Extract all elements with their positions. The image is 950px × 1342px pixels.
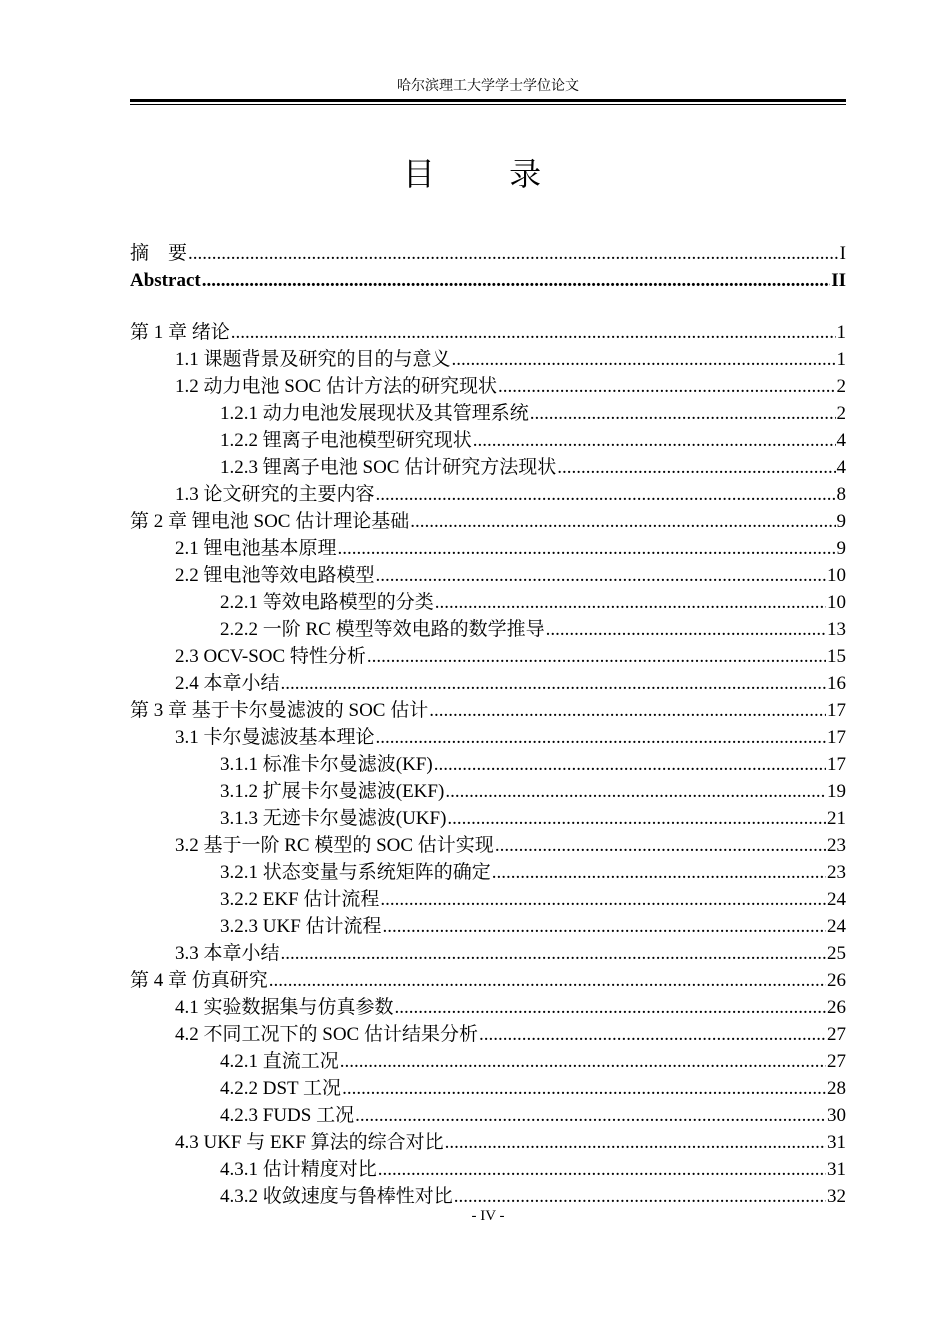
toc-entry-label: 第 4 章 仿真研究 (130, 970, 268, 991)
toc-entry-label: 第 1 章 绪论 (130, 322, 230, 343)
dot-leader (367, 643, 826, 670)
toc-entry[interactable] (130, 751, 846, 778)
toc-entry[interactable] (130, 562, 846, 589)
toc-entry-page: 2 (836, 403, 846, 424)
toc-entry[interactable] (130, 967, 846, 994)
dot-leader (281, 670, 826, 697)
dot-leader (340, 1048, 826, 1075)
toc-entry-page: 10 (827, 592, 846, 613)
dot-leader (452, 346, 836, 373)
toc-entry-page: 1 (836, 349, 846, 370)
toc-entry-label: Abstract (130, 270, 201, 291)
dot-leader (429, 697, 826, 724)
toc-entry[interactable] (130, 1102, 846, 1129)
toc-entry-page: 4 (836, 430, 846, 451)
toc-entry-page: 23 (827, 862, 846, 883)
dot-leader (410, 508, 835, 535)
toc-entry[interactable] (130, 589, 846, 616)
toc-entry-label: 4.2.3 FUDS 工况 (220, 1105, 355, 1126)
dot-leader (269, 967, 826, 994)
toc-entry-page: 31 (827, 1159, 846, 1180)
toc-entry[interactable] (130, 994, 846, 1021)
toc-entry[interactable] (130, 1129, 846, 1156)
toc-entry-page: II (831, 270, 846, 291)
toc-entry-label: 1.2.1 动力电池发展现状及其管理系统 (220, 403, 529, 424)
toc-entry-label: 1.1 课题背景及研究的目的与意义 (175, 349, 451, 370)
toc-entry-page: 26 (827, 997, 846, 1018)
toc-entry[interactable] (130, 1183, 846, 1210)
toc-entry-label: 1.2.2 锂离子电池模型研究现状 (220, 430, 472, 451)
toc-entry[interactable] (130, 373, 846, 400)
toc-entry-label: 2.1 锂电池基本原理 (175, 538, 337, 559)
toc-entry-page: 19 (827, 781, 846, 802)
toc-entry[interactable] (130, 778, 846, 805)
toc-entry-label: 1.3 论文研究的主要内容 (175, 484, 375, 505)
toc-entry-page: 24 (827, 889, 846, 910)
toc-entry[interactable] (130, 481, 846, 508)
toc-entry-page: 26 (827, 970, 846, 991)
toc-entry[interactable] (130, 535, 846, 562)
dot-leader (473, 427, 836, 454)
dot-leader (498, 373, 836, 400)
toc-entry[interactable] (130, 886, 846, 913)
toc-entry-page: 28 (827, 1078, 846, 1099)
toc-entry[interactable] (130, 697, 846, 724)
toc-entry[interactable] (130, 454, 846, 481)
toc-entry-page: 25 (827, 943, 846, 964)
toc-entry[interactable] (130, 427, 846, 454)
dot-leader (338, 535, 836, 562)
dot-leader (495, 832, 826, 859)
toc-entry-label: 2.2.2 一阶 RC 模型等效电路的数学推导 (220, 619, 545, 640)
toc-entry-label: 1.2.3 锂离子电池 SOC 估计研究方法现状 (220, 457, 557, 478)
toc-entry-label: 2.2.1 等效电路模型的分类 (220, 592, 434, 613)
toc-entry-label: 1.2 动力电池 SOC 估计方法的研究现状 (175, 376, 497, 397)
toc-entry-label: 2.3 OCV-SOC 特性分析 (175, 646, 366, 667)
dot-leader (376, 724, 826, 751)
toc-entry[interactable] (130, 832, 846, 859)
dot-leader (342, 1075, 826, 1102)
dot-leader (546, 616, 826, 643)
toc-entry-page: 17 (827, 754, 846, 775)
toc-entry[interactable] (130, 1048, 846, 1075)
dot-leader (557, 454, 835, 481)
toc-entry-label: 4.3.1 估计精度对比 (220, 1159, 377, 1180)
toc-entry-page: 27 (827, 1051, 846, 1072)
toc-entry[interactable] (130, 913, 846, 940)
toc-entry-label: 3.3 本章小结 (175, 943, 280, 964)
toc-entry-label: 3.1.3 无迹卡尔曼滤波(UKF) (220, 808, 447, 829)
toc-entry[interactable] (130, 670, 846, 697)
toc-entry-page: 23 (827, 835, 846, 856)
dot-leader (231, 319, 836, 346)
toc-entry-label: 第 2 章 锂电池 SOC 估计理论基础 (130, 511, 410, 532)
header-rule-thick (130, 99, 846, 102)
running-header: 哈尔滨理工大学学士学位论文 (397, 79, 579, 94)
toc-entry-label: 4.3.2 收敛速度与鲁棒性对比 (220, 1186, 453, 1207)
toc-entry[interactable] (130, 240, 846, 267)
toc-entry-label: 3.1.1 标准卡尔曼滤波(KF) (220, 754, 433, 775)
toc-entry-page: 17 (827, 727, 846, 748)
toc-entry-label: 4.3 UKF 与 EKF 算法的综合对比 (175, 1132, 444, 1153)
toc-entry[interactable] (130, 643, 846, 670)
toc-entry-label: 3.1.2 扩展卡尔曼滤波(EKF) (220, 781, 445, 802)
toc-entry-label: 4.2.2 DST 工况 (220, 1078, 342, 1099)
dot-leader (383, 913, 826, 940)
toc-entry-label: 3.2.2 EKF 估计流程 (220, 889, 380, 910)
dot-leader (435, 589, 826, 616)
toc-entry-page: 13 (827, 619, 846, 640)
dot-leader (445, 778, 826, 805)
dot-leader (492, 859, 826, 886)
toc-entry-label: 摘 要 (130, 243, 188, 264)
dot-leader (434, 751, 826, 778)
toc-entry[interactable] (130, 508, 846, 535)
dot-leader (378, 1156, 826, 1183)
toc-entry[interactable] (130, 267, 846, 294)
toc-entry-label: 3.2 基于一阶 RC 模型的 SOC 估计实现 (175, 835, 494, 856)
toc-entry-page: 4 (836, 457, 846, 478)
toc-entry-label: 3.1 卡尔曼滤波基本理论 (175, 727, 375, 748)
toc-entry-page: 15 (827, 646, 846, 667)
toc-entry-label: 4.2.1 直流工况 (220, 1051, 339, 1072)
toc-entry[interactable] (130, 1075, 846, 1102)
toc-entry-label: 4.1 实验数据集与仿真参数 (175, 997, 394, 1018)
toc-entry[interactable] (130, 346, 846, 373)
toc-entry[interactable] (130, 1021, 846, 1048)
toc-entry-page: 30 (827, 1105, 846, 1126)
toc-entry-page: 27 (827, 1024, 846, 1045)
dot-leader (530, 400, 836, 427)
toc-entry[interactable] (130, 400, 846, 427)
toc-entry[interactable] (130, 319, 846, 346)
toc-entry-label: 2.4 本章小结 (175, 673, 280, 694)
toc-entry-label: 3.2.3 UKF 估计流程 (220, 916, 382, 937)
dot-leader (479, 1021, 826, 1048)
toc-entry-page: 9 (836, 511, 846, 532)
page-number: - IV - (471, 1208, 505, 1224)
dot-leader (202, 267, 831, 294)
toc-entry-label: 4.2 不同工况下的 SOC 估计结果分析 (175, 1024, 478, 1045)
dot-leader (447, 805, 826, 832)
toc-entry-page: 1 (836, 322, 846, 343)
dot-leader (376, 562, 826, 589)
toc-entry-page: 24 (827, 916, 846, 937)
toc-title: 目 录 (402, 155, 574, 193)
toc-entry-page: 16 (827, 673, 846, 694)
toc-entry-page: 8 (836, 484, 846, 505)
dot-leader (395, 994, 826, 1021)
toc-entry-label: 第 3 章 基于卡尔曼滤波的 SOC 估计 (130, 700, 429, 721)
dot-leader (380, 886, 826, 913)
toc-entry-page: 32 (827, 1186, 846, 1207)
toc-entry-page: I (839, 243, 846, 264)
toc-entry[interactable] (130, 724, 846, 751)
table-of-contents (130, 240, 846, 1210)
toc-entry[interactable] (130, 859, 846, 886)
toc-entry-page: 21 (827, 808, 846, 829)
dot-leader (281, 940, 826, 967)
toc-entry[interactable] (130, 616, 846, 643)
header-rule-thin (130, 104, 846, 105)
toc-entry-label: 3.2.1 状态变量与系统矩阵的确定 (220, 862, 491, 883)
toc-entry-label: 2.2 锂电池等效电路模型 (175, 565, 375, 586)
toc-entry[interactable] (130, 940, 846, 967)
dot-leader (355, 1102, 826, 1129)
toc-entry-page: 2 (836, 376, 846, 397)
toc-entry-page: 17 (827, 700, 846, 721)
dot-leader (445, 1129, 826, 1156)
dot-leader (454, 1183, 826, 1210)
dot-leader (376, 481, 836, 508)
toc-entry[interactable] (130, 805, 846, 832)
toc-entry-page: 9 (836, 538, 846, 559)
dot-leader (188, 240, 839, 267)
toc-entry-page: 10 (827, 565, 846, 586)
toc-entry[interactable] (130, 1156, 846, 1183)
toc-entry-page: 31 (827, 1132, 846, 1153)
